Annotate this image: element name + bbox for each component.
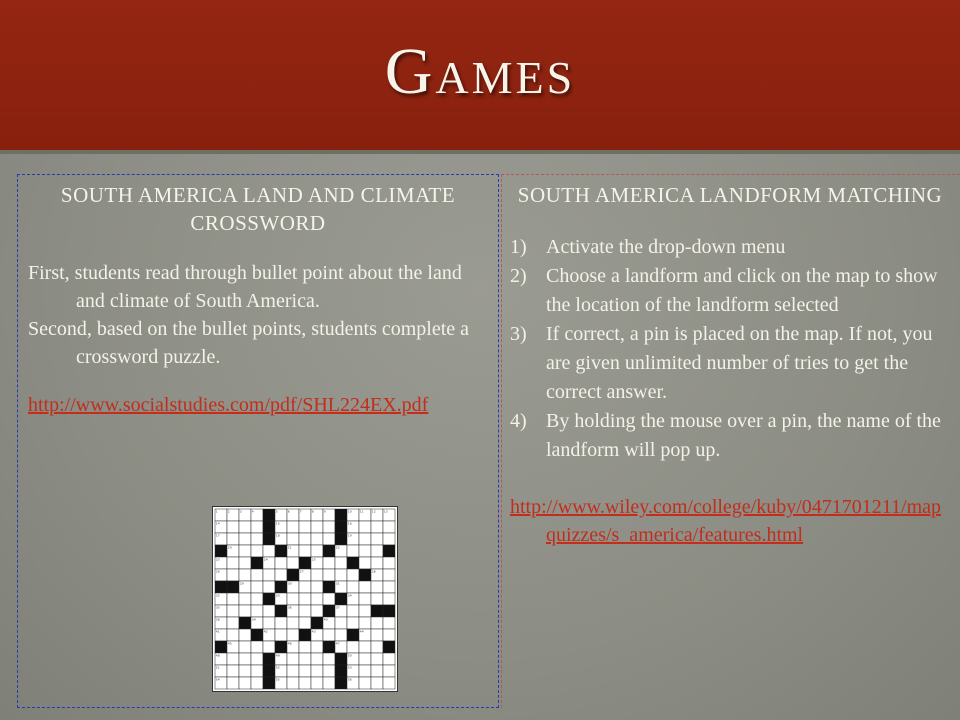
crossword-cell <box>311 569 323 581</box>
crossword-cell <box>371 677 383 689</box>
crossword-black-cell <box>359 569 371 581</box>
crossword-black-cell <box>311 617 323 629</box>
crossword-cell <box>299 581 311 593</box>
crossword-cell <box>311 521 323 533</box>
crossword-step-first: First, students read through bullet point about the land and climate of South America. <box>28 262 462 312</box>
crossword-cell <box>251 581 263 593</box>
crossword-puzzle-image <box>212 506 398 692</box>
crossword-clue-number: 38 <box>215 617 220 622</box>
crossword-clue-number: 42 <box>263 629 268 634</box>
crossword-cell <box>287 533 299 545</box>
crossword-cell <box>227 617 239 629</box>
crossword-cell <box>311 665 323 677</box>
crossword-cell <box>371 653 383 665</box>
crossword-black-cell <box>263 653 275 665</box>
crossword-black-cell <box>335 509 347 521</box>
crossword-cell <box>311 641 323 653</box>
crossword-cell <box>239 677 251 689</box>
crossword-black-cell <box>371 605 383 617</box>
crossword-black-cell <box>251 557 263 569</box>
crossword-black-cell <box>275 581 287 593</box>
crossword-cell <box>299 653 311 665</box>
crossword-cell <box>287 593 299 605</box>
landform-step <box>510 407 950 465</box>
step-number: 3) <box>510 323 527 345</box>
crossword-cell <box>251 605 263 617</box>
crossword-cell <box>251 569 263 581</box>
crossword-cell <box>383 653 395 665</box>
crossword-black-cell <box>263 521 275 533</box>
crossword-clue-number: 19 <box>347 533 352 538</box>
crossword-black-cell <box>299 557 311 569</box>
crossword-cell <box>383 617 395 629</box>
crossword-cell <box>371 593 383 605</box>
title-bar <box>0 0 960 150</box>
crossword-cell <box>299 641 311 653</box>
crossword-cell <box>383 521 395 533</box>
crossword-clue-number: 37 <box>335 605 340 610</box>
crossword-cell <box>263 641 275 653</box>
crossword-black-cell <box>215 545 227 557</box>
crossword-clue-number: 25 <box>311 557 316 562</box>
crossword-black-cell <box>263 665 275 677</box>
crossword-clue-number: 16 <box>347 521 352 526</box>
crossword-cell <box>359 533 371 545</box>
crossword-cell <box>227 605 239 617</box>
crossword-cell <box>359 605 371 617</box>
crossword-clue-number: 36 <box>287 605 292 610</box>
step-text: By holding the mouse over a pin, the name of the landform will pop up. <box>546 410 941 461</box>
crossword-cell <box>251 593 263 605</box>
crossword-cell <box>371 557 383 569</box>
crossword-cell <box>251 641 263 653</box>
step-text: Choose a landform and click on the map to show the location of the landform selected <box>546 265 938 316</box>
crossword-cell <box>347 617 359 629</box>
crossword-cell <box>323 677 335 689</box>
crossword-cell <box>335 557 347 569</box>
crossword-cell <box>299 617 311 629</box>
crossword-cell <box>383 593 395 605</box>
crossword-cell <box>299 593 311 605</box>
crossword-cell <box>287 677 299 689</box>
crossword-cell <box>347 569 359 581</box>
crossword-cell <box>299 521 311 533</box>
crossword-black-cell <box>347 629 359 641</box>
crossword-clue-number: 6 <box>287 509 290 514</box>
crossword-cell <box>227 593 239 605</box>
crossword-black-cell <box>335 677 347 689</box>
landform-step <box>510 233 950 262</box>
crossword-cell <box>239 629 251 641</box>
crossword-cell <box>323 533 335 545</box>
crossword-clue-number: 12 <box>371 509 376 514</box>
crossword-cell <box>227 569 239 581</box>
crossword-cell <box>287 521 299 533</box>
crossword-black-cell <box>215 581 227 593</box>
landform-matching-section <box>501 174 960 708</box>
crossword-black-cell <box>275 545 287 557</box>
crossword-clue-number: 41 <box>215 629 220 634</box>
step-number: 2) <box>510 265 527 287</box>
crossword-clue-number: 54 <box>215 677 220 682</box>
crossword-clue-number: 44 <box>359 629 364 634</box>
crossword-cell <box>347 605 359 617</box>
step-number: 1) <box>510 236 527 258</box>
crossword-cell <box>239 557 251 569</box>
crossword-heading: SOUTH AMERICA LAND AND CLIMATE CROSSWORD <box>60 183 456 235</box>
crossword-clue-number: 30 <box>287 581 292 586</box>
crossword-black-cell <box>383 641 395 653</box>
crossword-clue-number: 56 <box>347 677 352 682</box>
crossword-text <box>28 181 488 419</box>
crossword-clue-number: 27 <box>299 569 304 574</box>
crossword-clue-number: 32 <box>215 593 220 598</box>
step-number: 4) <box>510 410 527 432</box>
crossword-cell <box>383 533 395 545</box>
crossword-clue-number: 2 <box>227 509 230 514</box>
crossword-cell <box>359 653 371 665</box>
crossword-cell <box>287 617 299 629</box>
landform-heading: SOUTH AMERICA LANDFORM MATCHING <box>517 183 943 207</box>
crossword-cell <box>227 557 239 569</box>
crossword-cell <box>251 545 263 557</box>
crossword-cell <box>263 581 275 593</box>
crossword-black-cell <box>239 617 251 629</box>
crossword-cell <box>371 641 383 653</box>
crossword-black-cell <box>251 629 263 641</box>
crossword-cell <box>275 569 287 581</box>
crossword-pdf-link[interactable]: http://www.socialstudies.com/pdf/SHL224EX.pdf <box>28 394 429 416</box>
crossword-clue-number: 3 <box>239 509 242 514</box>
crossword-black-cell <box>227 581 239 593</box>
crossword-cell <box>347 581 359 593</box>
crossword-cell <box>311 581 323 593</box>
crossword-black-cell <box>323 581 335 593</box>
crossword-black-cell <box>263 533 275 545</box>
crossword-clue-number: 24 <box>263 557 268 562</box>
crossword-cell <box>335 617 347 629</box>
crossword-black-cell <box>335 665 347 677</box>
crossword-cell <box>371 521 383 533</box>
crossword-clue-number: 45 <box>227 641 232 646</box>
crossword-clue-number: 31 <box>335 581 340 586</box>
crossword-black-cell <box>383 545 395 557</box>
crossword-black-cell <box>323 605 335 617</box>
crossword-cell <box>227 677 239 689</box>
crossword-clue-number: 7 <box>299 509 302 514</box>
landform-step <box>510 320 950 407</box>
step-text: If correct, a pin is placed on the map. If not, you are given unlimited number of tries to get the correct answer. <box>546 323 933 403</box>
crossword-cell <box>371 545 383 557</box>
crossword-clue-number: 34 <box>347 593 352 598</box>
crossword-black-cell <box>275 641 287 653</box>
crossword-clue-number: 9 <box>323 509 326 514</box>
crossword-cell <box>311 605 323 617</box>
crossword-cell <box>227 533 239 545</box>
crossword-cell <box>359 641 371 653</box>
crossword-cell <box>251 533 263 545</box>
crossword-black-cell <box>263 509 275 521</box>
crossword-cell <box>359 593 371 605</box>
crossword-cell <box>227 653 239 665</box>
crossword-clue-number: 4 <box>251 509 254 514</box>
crossword-cell <box>239 533 251 545</box>
crossword-cell <box>263 545 275 557</box>
crossword-cell <box>287 557 299 569</box>
crossword-cell <box>239 545 251 557</box>
crossword-cell <box>239 653 251 665</box>
crossword-cell <box>251 653 263 665</box>
crossword-cell <box>371 629 383 641</box>
crossword-clue-number: 28 <box>371 569 376 574</box>
crossword-cell <box>239 665 251 677</box>
crossword-cell <box>239 521 251 533</box>
crossword-clue-number: 23 <box>215 557 220 562</box>
crossword-cell <box>275 557 287 569</box>
crossword-black-cell <box>335 653 347 665</box>
crossword-clue-number: 22 <box>335 545 340 550</box>
crossword-cell <box>359 677 371 689</box>
crossword-cell <box>299 665 311 677</box>
crossword-clue-number: 47 <box>335 641 340 646</box>
crossword-clue-number: 13 <box>383 509 388 514</box>
crossword-clue-number: 43 <box>311 629 316 634</box>
crossword-black-cell <box>335 593 347 605</box>
crossword-black-cell <box>263 593 275 605</box>
crossword-cell <box>371 533 383 545</box>
step-text: Activate the drop-down menu <box>546 236 786 258</box>
crossword-cell <box>383 557 395 569</box>
crossword-cell <box>239 569 251 581</box>
crossword-clue-number: 11 <box>359 509 364 514</box>
crossword-cell <box>335 569 347 581</box>
crossword-cell <box>239 641 251 653</box>
crossword-clue-number: 17 <box>215 533 220 538</box>
crossword-black-cell <box>299 629 311 641</box>
crossword-clue-number: 39 <box>251 617 256 622</box>
crossword-cell <box>299 545 311 557</box>
crossword-cell <box>371 617 383 629</box>
crossword-cell <box>323 665 335 677</box>
crossword-cell <box>227 521 239 533</box>
crossword-cell <box>263 605 275 617</box>
crossword-cell <box>359 581 371 593</box>
crossword-black-cell <box>323 641 335 653</box>
crossword-cell <box>311 545 323 557</box>
landform-text <box>510 181 950 549</box>
crossword-clue-number: 46 <box>287 641 292 646</box>
crossword-cell <box>347 545 359 557</box>
crossword-cell <box>287 629 299 641</box>
crossword-clue-number: 52 <box>275 665 280 670</box>
crossword-cell <box>299 605 311 617</box>
crossword-black-cell <box>287 569 299 581</box>
crossword-cell <box>383 629 395 641</box>
crossword-clue-number: 29 <box>239 581 244 586</box>
crossword-cell <box>347 641 359 653</box>
crossword-cell <box>371 581 383 593</box>
crossword-clue-number: 51 <box>215 665 220 670</box>
crossword-cell <box>383 665 395 677</box>
crossword-cell <box>371 665 383 677</box>
crossword-black-cell <box>275 605 287 617</box>
crossword-cell <box>227 629 239 641</box>
crossword-clue-number: 21 <box>287 545 292 550</box>
crossword-clue-number: 55 <box>275 677 280 682</box>
crossword-clue-number: 48 <box>215 653 220 658</box>
crossword-cell <box>323 653 335 665</box>
crossword-cell <box>299 533 311 545</box>
crossword-cell <box>251 677 263 689</box>
crossword-cell <box>383 581 395 593</box>
crossword-cell <box>275 617 287 629</box>
crossword-black-cell <box>335 533 347 545</box>
crossword-clue-number: 50 <box>347 653 352 658</box>
crossword-cell <box>359 545 371 557</box>
crossword-cell <box>239 593 251 605</box>
crossword-black-cell <box>347 557 359 569</box>
crossword-clue-number: 26 <box>215 569 220 574</box>
crossword-step-second: Second, based on the bullet points, students complete a crossword puzzle. <box>28 318 470 368</box>
crossword-black-cell <box>323 545 335 557</box>
crossword-black-cell <box>263 677 275 689</box>
crossword-clue-number: 53 <box>347 665 352 670</box>
crossword-cell <box>359 521 371 533</box>
landform-steps <box>510 233 950 465</box>
crossword-clue-number: 10 <box>347 509 352 514</box>
crossword-clue-number: 33 <box>275 593 280 598</box>
crossword-cell <box>323 557 335 569</box>
crossword-cell <box>311 533 323 545</box>
crossword-cell <box>335 629 347 641</box>
slide-title: Games <box>384 35 576 108</box>
crossword-clue-number: 49 <box>275 653 280 658</box>
crossword-clue-number: 15 <box>275 521 280 526</box>
crossword-cell <box>287 653 299 665</box>
crossword-cell <box>263 617 275 629</box>
crossword-black-cell <box>335 521 347 533</box>
landform-step <box>510 262 950 320</box>
crossword-cell <box>287 665 299 677</box>
crossword-cell <box>311 677 323 689</box>
crossword-cell <box>275 629 287 641</box>
crossword-cell <box>323 629 335 641</box>
crossword-black-cell <box>383 605 395 617</box>
crossword-cell <box>251 521 263 533</box>
crossword-cell <box>359 617 371 629</box>
crossword-clue-number: 14 <box>215 521 220 526</box>
landform-quiz-link[interactable]: http://www.wiley.com/college/kuby/0471701211/mapquizzes/s_america/features.html <box>510 496 942 546</box>
crossword-cell <box>323 593 335 605</box>
crossword-black-cell <box>215 641 227 653</box>
crossword-clue-number: 35 <box>215 605 220 610</box>
crossword-clue-number: 5 <box>275 509 278 514</box>
crossword-cell <box>263 569 275 581</box>
crossword-cell <box>359 665 371 677</box>
crossword-cell <box>359 557 371 569</box>
crossword-cell <box>383 677 395 689</box>
crossword-cell <box>311 653 323 665</box>
crossword-clue-number: 8 <box>311 509 314 514</box>
header-divider <box>0 150 960 154</box>
crossword-cell <box>383 569 395 581</box>
crossword-clue-number: 1 <box>215 509 218 514</box>
crossword-clue-number: 20 <box>227 545 232 550</box>
crossword-clue-number: 40 <box>323 617 328 622</box>
crossword-cell <box>311 593 323 605</box>
crossword-cell <box>239 605 251 617</box>
crossword-cell <box>323 521 335 533</box>
crossword-cell <box>251 665 263 677</box>
crossword-clue-number: 18 <box>275 533 280 538</box>
crossword-cell <box>323 569 335 581</box>
crossword-cell <box>299 677 311 689</box>
crossword-cell <box>227 665 239 677</box>
